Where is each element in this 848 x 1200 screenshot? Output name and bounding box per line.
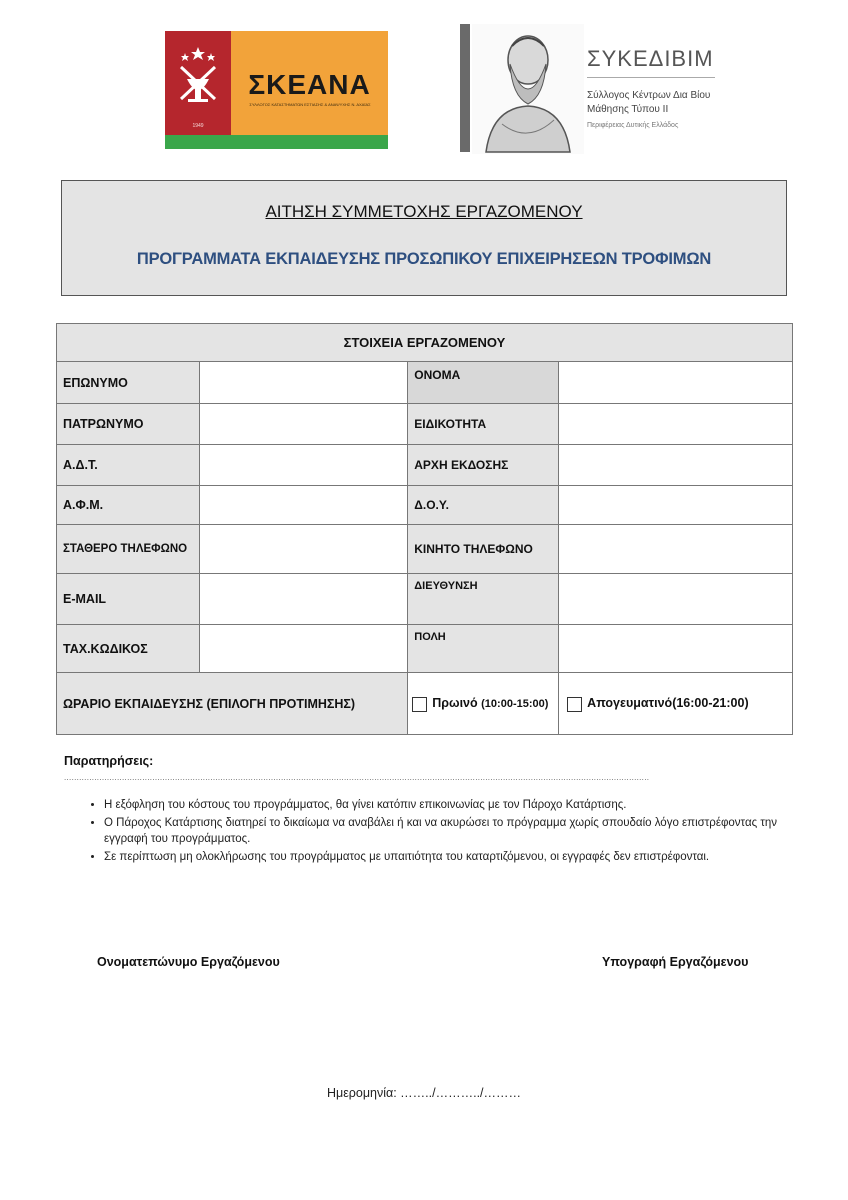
label-training-schedule: ΩΡΑΡΙΟ ΕΚΠΑΙΔΕΥΣΗΣ (ΕΠΙΛΟΓΗ ΠΡΟΤΙΜΗΣΗΣ) [57, 673, 408, 735]
remarks-label: Παρατηρήσεις: [64, 754, 154, 768]
tax-office-field[interactable] [559, 486, 793, 525]
morning-option[interactable] [408, 673, 559, 735]
sykedivim-region: Περιφέρειας Δυτικής Ελλάδος [587, 122, 679, 129]
label-surname: ΕΠΩΝΥΜΟ [57, 362, 200, 404]
morning-checkbox[interactable] [412, 697, 427, 712]
philosopher-bust-icon [472, 24, 584, 154]
skeana-year: 1949 [192, 123, 204, 129]
afternoon-checkbox[interactable] [567, 697, 582, 712]
postal-code-field[interactable] [199, 625, 407, 673]
label-email: E-MAIL [57, 574, 200, 625]
fathers-name-field[interactable] [199, 404, 407, 445]
label-specialty: ΕΙΔΙΚΟΤΗΤΑ [408, 404, 559, 445]
skeana-wordmark: ΣΚΕΑΝΑ [248, 69, 371, 100]
landline-field[interactable] [199, 525, 407, 574]
document-subtitle: ΠΡΟΓΡΑΜΜΑΤΑ ΕΚΠΑΙΔΕΥΣΗΣ ΠΡΟΣΩΠΙΚΟΥ ΕΠΙΧΕΙΡΗΣΕΩΝ ΤΡΟΦΙΜΩΝ [136, 250, 712, 268]
label-mobile: ΚΙΝΗΤΟ ΤΗΛΕΦΩΝΟ [408, 525, 559, 574]
email-field[interactable] [199, 574, 407, 625]
employee-signature-label: Υπογραφή Εργαζόμενου [602, 955, 749, 969]
label-landline: ΣΤΑΘΕΡΟ ΤΗΛΕΦΩΝΟ [57, 525, 200, 574]
logo-green-bar [165, 135, 388, 149]
sykedivim-logo [460, 24, 720, 154]
mobile-field[interactable] [559, 525, 793, 574]
label-city: ΠΟΛΗ [408, 625, 559, 673]
skeana-tagline: ΣΥΛΛΟΓΟΣ ΚΑΤΑΣΤΗΜΑΤΩΝ ΕΣΤΙΑΣΗΣ & ΑΝΑΨΥΧΗΣ Ν. ΑΧΑΪΑΣ [249, 102, 371, 107]
list-item: • Η εξόφληση του κόστους του προγράμματος, θα γίνει κατόπιν επικοινωνίας με τον Πάροχο Κατάρτισης. [104, 797, 804, 813]
afternoon-option-label: Απογευματινό(16:00-21:00) [587, 696, 749, 711]
header-box [61, 180, 787, 296]
surname-field[interactable] [199, 362, 407, 404]
specialty-field[interactable] [559, 404, 793, 445]
logo-divider [587, 77, 715, 78]
label-fathers-name: ΠΑΤΡΩΝΥΜΟ [57, 404, 200, 445]
sykedivim-subtitle-2: Μάθησης Τύπου ΙΙ [587, 104, 669, 115]
logo-side-strip [460, 24, 470, 152]
label-first-name: ΟΝΟΜΑ [408, 362, 559, 404]
label-address: ΔΙΕΥΘΥΝΣΗ [408, 574, 559, 625]
terms-list [86, 797, 804, 867]
label-postal-code: ΤΑΧ.ΚΩΔΙΚΟΣ [57, 625, 200, 673]
employee-details-form [56, 323, 793, 735]
list-item: • Σε περίπτωση μη ολοκλήρωσης του προγράμματος με υπαιτιότητα του καταρτιζόμενου, οι εγγραφές δεν επιστρέφονται. [104, 849, 804, 865]
label-issuing-authority: ΑΡΧΗ ΕΚΔΟΣΗΣ [408, 445, 559, 486]
skeana-logo [165, 31, 388, 149]
sykedivim-name: ΣΥΚΕΔΙΒΙΜ [587, 46, 714, 71]
morning-option-label: Πρωινό [432, 696, 478, 711]
sykedivim-subtitle-1: Σύλλογος Κέντρων Δια Βίου [587, 90, 711, 101]
cup-cutlery-icon [175, 45, 221, 117]
list-item: • Ο Πάροχος Κατάρτισης διατηρεί το δικαίωμα να αναβάλει ή και να ακυρώσει το πρόγραμμα χωρίς σπουδαίο λόγο επιστρέφοντας την εγγραφή του προγράμματος. [104, 815, 804, 847]
label-tax-id: Α.Φ.Μ. [57, 486, 200, 525]
id-number-field[interactable] [199, 445, 407, 486]
afternoon-option[interactable] [559, 673, 793, 735]
employee-full-name-label: Ονοματεπώνυμο Εργαζόμενου [97, 955, 280, 969]
city-field[interactable] [559, 625, 793, 673]
morning-option-time: (10:00-15:00) [481, 698, 549, 711]
address-field[interactable] [559, 574, 793, 625]
section-title: ΣΤΟΙΧΕΙΑ ΕΡΓΑΖΟΜΕΝΟΥ [57, 324, 793, 362]
first-name-field[interactable] [559, 362, 793, 404]
document-title: ΑΙΤΗΣΗ ΣΥΜΜΕΤΟΧΗΣ ΕΡΓΑΖΟΜΕΝΟΥ [265, 202, 583, 221]
label-tax-office: Δ.Ο.Υ. [408, 486, 559, 525]
tax-id-field[interactable] [199, 486, 407, 525]
date-line: Ημερομηνία: ……../………../……… [326, 1086, 522, 1100]
issuing-authority-field[interactable] [559, 445, 793, 486]
remarks-dotted-line[interactable]: ........................................................................................................................................................................................................................................ [64, 773, 650, 782]
label-id-number: Α.Δ.Τ. [57, 445, 200, 486]
